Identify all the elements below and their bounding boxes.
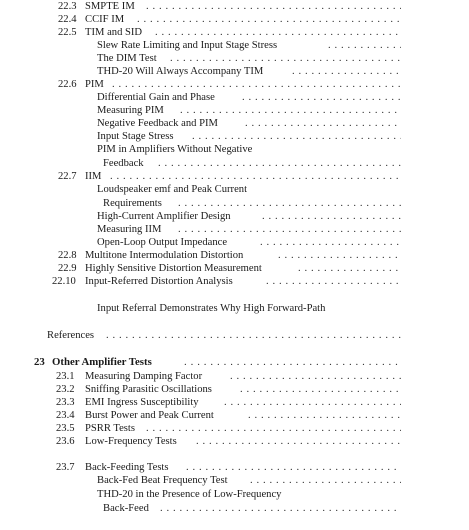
entry-title: PSRR Tests [85,422,138,435]
entry-title: Measuring Damping Factor [85,370,205,383]
entry-title: Measuring PIM [97,104,167,117]
dot-leader [230,370,401,383]
section-number: 22.4 [58,14,77,25]
section-number: 22.10 [52,276,76,287]
dot-leader [110,170,401,183]
dot-leader [328,39,401,52]
entry-title: Measuring IIM [97,223,164,236]
dot-leader [242,91,401,104]
entry-title: Multitone Intermodulation Distortion [85,249,246,262]
dot-leader [224,396,401,409]
section-number: 23.2 [56,384,75,395]
section-number: 22.8 [58,250,77,261]
dot-leader [262,210,401,223]
entry-title: Loudspeaker emf and Peak Current [97,183,250,196]
dot-leader [266,275,401,288]
entry-title: Slew Rate Limiting and Input Stage Stress [97,39,280,52]
dot-leader [180,104,401,117]
section-number: 23.1 [56,371,75,382]
dot-leader [192,130,401,143]
dot-leader [248,409,401,422]
section-number: 22.6 [58,79,77,90]
entry-title: Feedback [103,157,147,170]
dot-leader [146,0,401,13]
dot-leader [155,26,401,39]
dot-leader [170,52,401,65]
chapter-number: 23 [34,356,45,368]
dot-leader [158,157,401,170]
section-number: 22.9 [58,263,77,274]
dot-leader [178,197,401,210]
entry-title: Burst Power and Peak Current [85,409,217,422]
dot-leader [186,461,401,474]
dot-leader [160,502,401,515]
section-number: 22.7 [58,171,77,182]
entry-title: CCIF IM [85,13,127,26]
entry-title: The DIM Test [97,52,160,65]
entry-title: Highly Sensitive Distortion Measurement [85,262,265,275]
dot-leader [240,383,401,396]
dot-leader [250,474,401,487]
entry-title: High-Current Amplifier Design [97,210,234,223]
dot-leader [137,13,401,26]
section-number: 23.5 [56,423,75,434]
entry-title: THD-20 Will Always Accompany TIM [97,65,266,78]
entry-title: Input Referral Demonstrates Why High Forward-Path [97,302,328,315]
section-number: 23.7 [56,462,75,473]
entry-title: References [47,329,97,342]
entry-title: Input Stage Stress [97,130,177,143]
entry-title: Input-Referred Distortion Analysis [85,275,236,288]
dot-leader [298,262,401,275]
entry-title: Open-Loop Output Impedance [97,236,230,249]
entry-title: Requirements [103,197,165,210]
chapter-title: Other Amplifier Tests [52,356,155,369]
dot-leader [178,223,401,236]
section-number: 23.6 [56,436,75,447]
entry-title: Differential Gain and Phase [97,91,218,104]
section-number: 23.3 [56,397,75,408]
dot-leader [278,249,401,262]
dot-leader [292,65,401,78]
dot-leader [112,78,401,91]
dot-leader [260,236,401,249]
dot-leader [245,117,401,130]
section-number: 23.4 [56,410,75,421]
entry-title: Negative Feedback and PIM [97,117,221,130]
entry-title: SMPTE IM [85,0,138,13]
dot-leader [106,329,401,342]
section-number: 22.5 [58,27,77,38]
section-number: 22.3 [58,1,77,12]
entry-title: Back-Feeding Tests [85,461,172,474]
entry-title: Sniffing Parasitic Oscillations [85,383,215,396]
dot-leader [184,356,401,369]
dot-leader [196,435,401,448]
entry-title: Back-Fed Beat Frequency Test [97,474,231,487]
dot-leader [146,422,401,435]
entry-title: IIM [85,170,104,183]
entry-title: Back-Feed [103,502,152,515]
entry-title: PIM [85,78,107,91]
entry-title: Low-Frequency Tests [85,435,180,448]
entry-title: EMI Ingress Susceptibility [85,396,202,409]
entry-title: PIM in Amplifiers Without Negative [97,143,255,156]
entry-title: TIM and SID [85,26,145,39]
entry-title: THD-20 in the Presence of Low-Frequency [97,488,284,501]
